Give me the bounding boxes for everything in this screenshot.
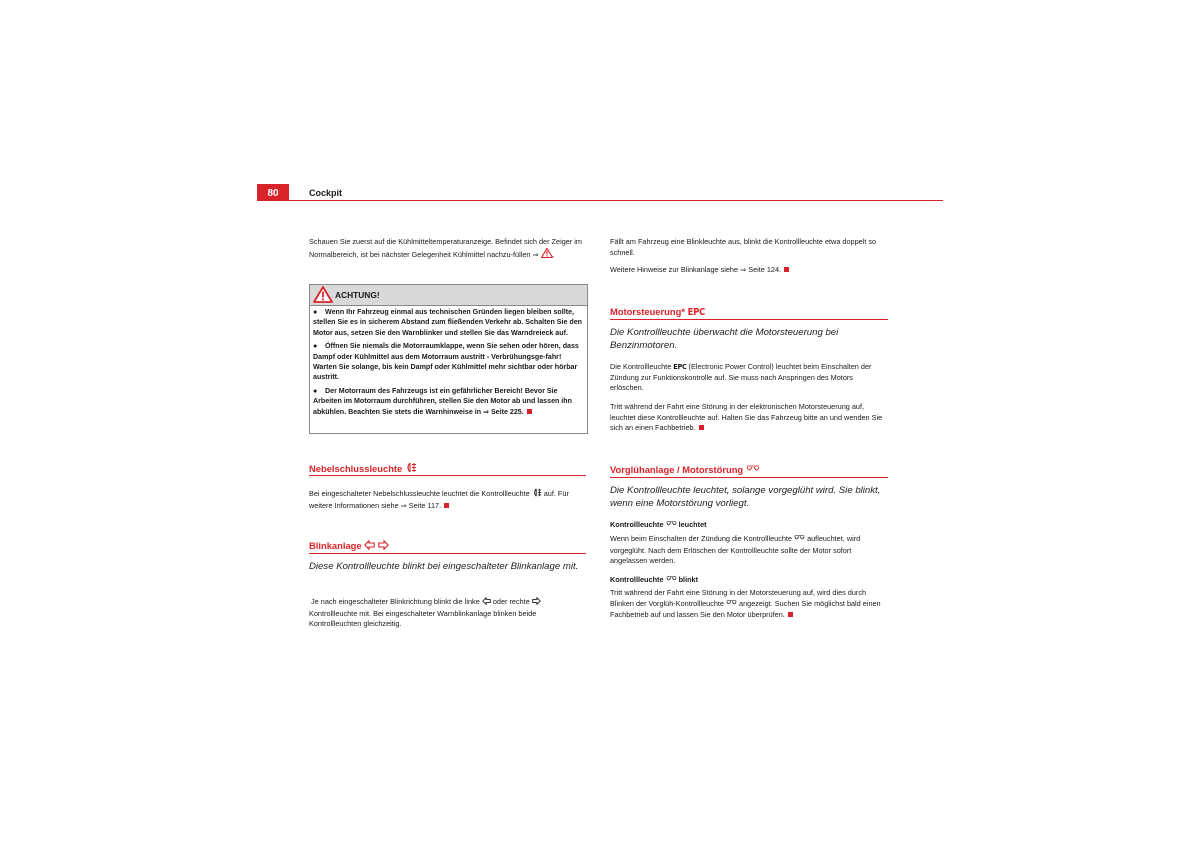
glow-paragraph-lit: Wenn beim Einschalten der Zündung die Kontrollleuchte aufleuchtet, wird vorgeglüht. Nach dem Erlöschen der Kontrollleuchte sollte der Motor sofort angelassen werden. (610, 534, 861, 566)
blink-more-paragraph: Weitere Hinweise zur Blinkanlage siehe ⇒ Seite 124. (610, 265, 888, 276)
glow-paragraph-blink: Tritt während der Fahrt eine Störung in der Motorsteuerung auf, wird dies durch Blinken der Vorglüh-Kontrollleuchte angezeigt. Suchen Sie möglichst bald einen Fachbetrieb auf und lassen Sie den Motor überprüfen. (610, 588, 881, 620)
warning-triangle-icon (541, 248, 553, 262)
epc-paragraph-2: Tritt während der Fahrt eine Störung in der elektronischen Motorsteuerung auf, leuchtet diese Kontrollleuchte auf. Halten Sie das Fahrzeug bitte an und wenden Sie sich an einen Fachbetrieb. (610, 402, 883, 433)
warning-header (310, 285, 587, 306)
fog-paragraph: Bei eingeschalteter Nebelschlussleuchte leuchtet die Kontrollleuchte auf. Für weitere Informationen siehe ⇒ Seite 117. (309, 489, 569, 510)
warning-title: ACHTUNG! (335, 290, 380, 300)
coolant-paragraph: Schauen Sie zuerst auf die Kühlmitteltemperaturanzeige. Befindet sich der Zeiger im Normalbereich, ist bei nächster Gelegenheit Kühlmittel nachzu-füllen ⇒ . (309, 237, 587, 261)
epc-paragraph-1: Die Kontrollleuchte EPC (Electronic Power Control) leuchtet beim Einschalten der Zündung zur Funktionskontrolle auf. Sie muss nach Anspringen des Motors erlöschen. (610, 362, 872, 393)
epc-heading: Motorsteuerung* EPC (610, 306, 888, 320)
warning-item: ● Wenn Ihr Fahrzeug einmal aus technischen Gründen liegen bleiben sollte, stellen Sie es in sicherem Abstand zum fließenden Verkehr ab. Schalten Sie den Motor aus, setzen Sie den Warnblinker und stellen Sie das Warndreieck auf. (313, 308, 582, 337)
warning-box (309, 284, 588, 434)
turn-signal-intro: Diese Kontrollleuchte blinkt bei eingeschalteter Blinkanlage mit. (309, 561, 579, 572)
glow-subheading-lit: Kontrollleuchte leuchtet (610, 520, 707, 529)
rear-fog-light-icon (532, 488, 542, 501)
epc-intro: Die Kontrollleuchte überwacht die Motorsteuerung bei Benzinmotoren. (610, 327, 839, 352)
glow-plug-icon (666, 576, 677, 585)
glow-plug-heading: Vorglühanlage / Motorstörung (610, 464, 888, 478)
warning-item: ● Öffnen Sie niemals die Motorraumklappe, wenn Sie sehen oder hören, dass Dampf oder Kühlmittel aus dem Motorraum austritt - Verbrühungsge-fahr! Warten Sie solange, bis kein Dampf oder Kühlmittel mehr sichtbar oder hörbar austritt. (313, 342, 579, 382)
turn-right-arrow-icon (378, 540, 389, 552)
glow-plug-icon (746, 465, 760, 476)
blink-fail-paragraph: Fällt am Fahrzeug eine Blinkleuchte aus, blinkt die Kontrollleuchte etwa doppelt so schnell. (610, 237, 877, 257)
end-marker (444, 503, 449, 508)
glow-plug-icon (794, 535, 805, 546)
end-marker (788, 612, 793, 617)
glow-subheading-blink: Kontrollleuchte blinkt (610, 575, 699, 584)
header-rule (257, 200, 943, 201)
turn-left-arrow-icon (364, 540, 375, 552)
warning-item: ● Der Motorraum des Fahrzeugs ist ein gefährlicher Bereich! Bevor Sie Arbeiten im Motorraum durchführen, stellen Sie den Motor ab und lassen ihn abkühlen. Beachten Sie stets die Warnhinweise in ⇒ Seite 225. (313, 386, 572, 416)
end-marker (784, 267, 789, 272)
fog-heading: Nebelschlussleuchte (309, 462, 586, 476)
epc-icon: EPC (673, 362, 687, 371)
page-title: Cockpit (309, 188, 343, 198)
coolant-text: Schauen Sie zuerst auf die Kühlmitteltemperaturanzeige. Befindet sich der Zeiger im Normalbereich, ist bei nächster Gelegenheit Kühlmittel nachzu-füllen ⇒ (309, 237, 582, 259)
turn-signal-heading: Blinkanlage (309, 540, 586, 554)
glow-plug-intro: Die Kontrollleuchte leuchtet, solange vorgeglüht wird. Sie blinkt, wenn eine Motorstörung vorliegt. (610, 485, 881, 510)
warning-triangle-icon (313, 286, 333, 308)
epc-icon: EPC (687, 307, 705, 318)
glow-plug-icon (726, 600, 737, 611)
turn-left-arrow-icon (482, 597, 491, 609)
glow-plug-icon (666, 521, 677, 530)
page-number: 80 (257, 184, 289, 201)
rear-fog-light-icon (405, 462, 417, 475)
warning-body (313, 307, 583, 420)
end-marker (699, 425, 704, 430)
end-marker (527, 409, 532, 414)
turn-signal-paragraph: Je nach eingeschalteter Blinkrichtung blinkt die linke oder rechte Kontrollleuchte mit. Bei eingeschalteter Warnblinkanlage blinken beide Kontrollleuchten gleichzeitig. (309, 597, 587, 630)
turn-right-arrow-icon (532, 597, 541, 609)
